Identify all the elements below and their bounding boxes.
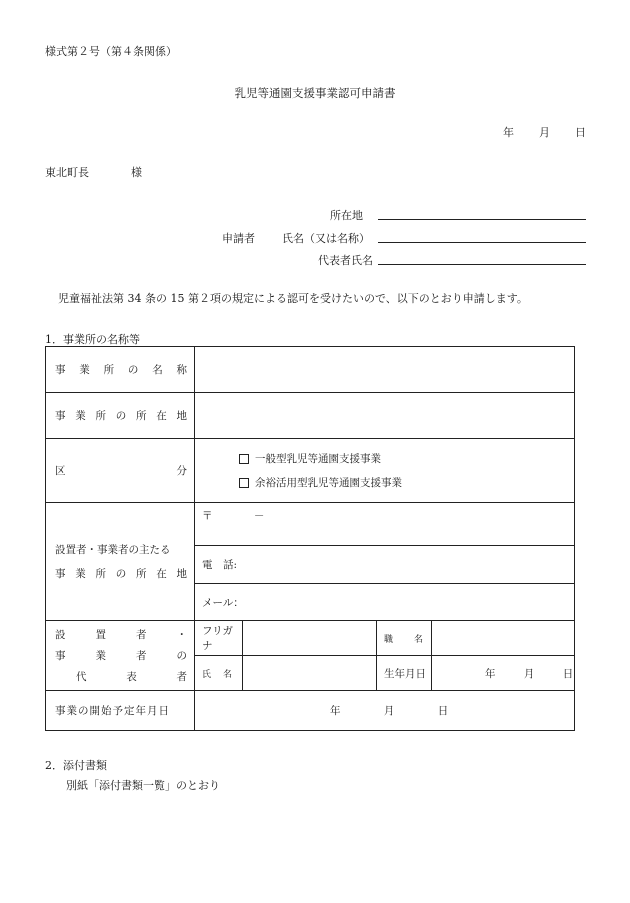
email-field[interactable] <box>195 584 575 621</box>
start-date-field[interactable] <box>195 691 575 731</box>
category-char: 区 <box>55 465 66 477</box>
representative-char: 者 <box>136 629 147 641</box>
row-furigana <box>46 621 575 656</box>
representative-char: 置 <box>95 629 106 641</box>
facility-address-char: 地 <box>176 410 187 422</box>
applicant-label: 申請者 <box>222 232 255 245</box>
address-field[interactable] <box>378 219 586 220</box>
row-start-date <box>46 691 575 731</box>
start-date-label-text: 事業の開始予定年月日 <box>55 705 170 717</box>
representative-char: 業 <box>95 650 106 662</box>
operator-address-label <box>46 503 195 621</box>
birth-day-label: 日 <box>562 667 574 680</box>
facility-name-field[interactable] <box>195 347 575 393</box>
representative-char: ・ <box>176 629 187 641</box>
start-date-label <box>46 691 195 731</box>
document-title: 乳児等通園支援事業認可申請書 <box>234 86 396 100</box>
checkbox-icon[interactable] <box>239 454 249 464</box>
birth-field[interactable] <box>432 656 575 691</box>
operator-address-char: 在 <box>156 568 167 580</box>
application-statement: 児童福祉法第 34 条の 15 第２項の規定による認可を受けたいので、以下のとおり申請します。 <box>58 292 528 305</box>
representative-char: 表 <box>126 671 137 683</box>
birth-month-label: 月 <box>523 667 535 680</box>
rep-name-field[interactable] <box>243 656 377 691</box>
position-label <box>377 621 432 656</box>
operator-address-char: 業 <box>75 568 86 580</box>
section1-heading: 1．事業所の名称等 <box>45 333 140 346</box>
section2-heading: 2．添付書類 <box>45 759 107 772</box>
position-char: 名 <box>413 634 423 645</box>
name-field[interactable] <box>378 242 586 243</box>
email-label: メール： <box>202 596 244 609</box>
furigana-label: フリガナ <box>195 621 243 656</box>
facility-address-char: 所 <box>95 410 106 422</box>
representative-char: の <box>176 650 187 662</box>
representative-label: 代表者氏名 <box>318 254 373 267</box>
operator-address-char: 地 <box>176 568 187 580</box>
facility-address-char: の <box>115 410 127 422</box>
position-field[interactable] <box>432 621 575 656</box>
facility-name-char: 業 <box>79 364 90 376</box>
category-char: 分 <box>176 465 187 477</box>
representative-field[interactable] <box>378 264 586 265</box>
operator-address-char: の <box>115 568 127 580</box>
representative-label-cell <box>46 621 195 691</box>
category-option-label: 一般型乳児等通園支援事業 <box>255 453 381 465</box>
addressee: 東北町長 <box>45 166 89 179</box>
operator-address-line1: 設置者・事業者の主たる <box>55 544 171 556</box>
category-option-general[interactable] <box>239 451 574 466</box>
facility-name-char: 名 <box>152 364 163 376</box>
birth-year-label: 年 <box>485 667 496 680</box>
facility-address-char: 在 <box>156 410 167 422</box>
representative-char: 者 <box>136 650 147 662</box>
category-option-surplus[interactable] <box>239 475 574 490</box>
date-month-label: 月 <box>539 126 550 139</box>
honorific: 様 <box>131 166 142 179</box>
category-label <box>46 439 195 503</box>
date-day-label: 日 <box>575 126 586 139</box>
operator-address-char: 所 <box>136 568 147 580</box>
birth-label: 生年月日 <box>377 656 432 691</box>
operator-address-char: 所 <box>95 568 106 580</box>
checkbox-icon[interactable] <box>239 478 249 488</box>
section2-body: 別紙「添付書類一覧」のとおり <box>66 779 220 792</box>
facility-name-char: 所 <box>103 364 115 376</box>
row-facility-address <box>46 393 575 439</box>
postal-dash: － <box>253 510 265 522</box>
postal-field[interactable] <box>195 503 575 546</box>
start-day-label: 日 <box>437 705 449 717</box>
facility-address-char: 業 <box>75 410 86 422</box>
rep-name-label <box>195 656 243 691</box>
date-year-label: 年 <box>503 126 514 139</box>
representative-char: 者 <box>176 671 187 683</box>
facility-name-char: の <box>127 364 139 376</box>
rep-name-char: 名 <box>222 669 232 680</box>
rep-name-char: 氏 <box>202 669 212 680</box>
representative-char: 事 <box>55 650 66 662</box>
position-char: 職 <box>384 634 394 645</box>
representative-char: 代 <box>76 671 87 683</box>
form-number: 様式第２号（第４条関係） <box>45 45 177 58</box>
facility-address-char: 所 <box>136 410 147 422</box>
postal-mark: 〒 <box>202 510 213 522</box>
address-label: 所在地 <box>330 209 363 222</box>
facility-table <box>45 346 575 731</box>
phone-label: 電 話: <box>202 559 238 571</box>
facility-address-label <box>46 393 195 439</box>
start-month-label: 月 <box>383 705 395 717</box>
operator-address-char: 事 <box>55 568 66 580</box>
facility-name-char: 称 <box>176 364 187 376</box>
representative-char: 設 <box>55 629 66 641</box>
facility-name-char: 事 <box>55 364 66 376</box>
category-option-label: 余裕活用型乳児等通園支援事業 <box>255 477 402 489</box>
furigana-field[interactable] <box>243 621 377 656</box>
facility-address-field[interactable] <box>195 393 575 439</box>
row-facility-name <box>46 347 575 393</box>
phone-field[interactable] <box>195 546 575 584</box>
category-options <box>195 439 575 503</box>
row-postal <box>46 503 575 546</box>
facility-address-char: 事 <box>55 410 66 422</box>
name-label: 氏名（又は名称） <box>282 232 370 245</box>
facility-name-label <box>46 347 195 393</box>
row-category <box>46 439 575 503</box>
start-year-label: 年 <box>330 705 341 717</box>
